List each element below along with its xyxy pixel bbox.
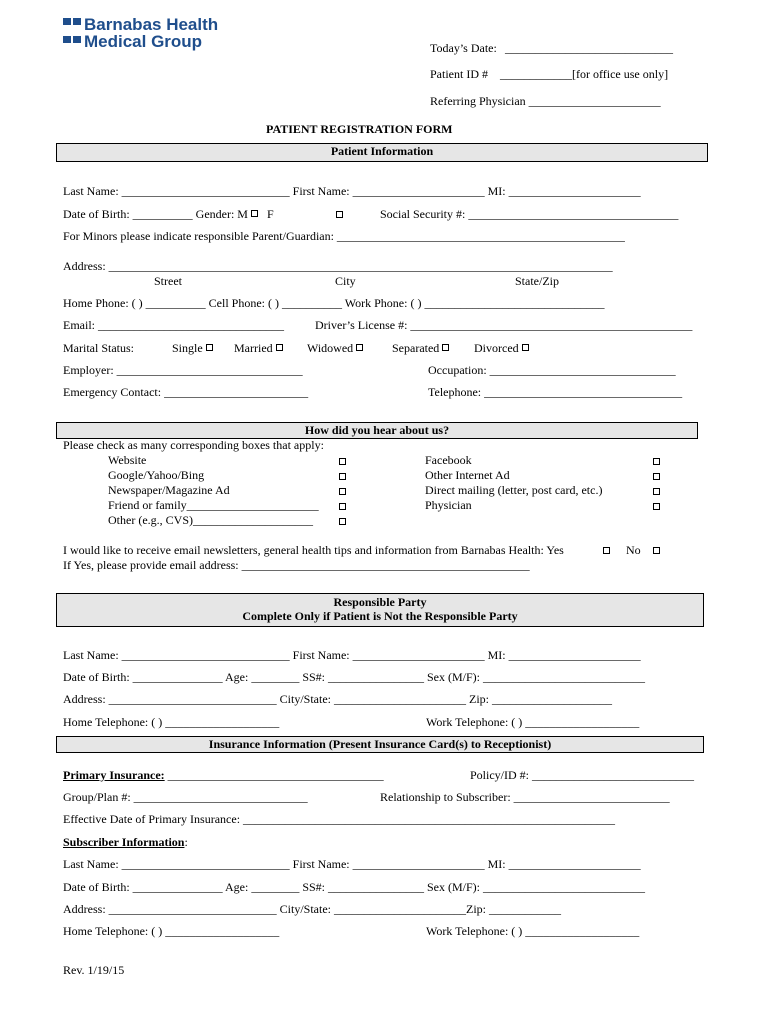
marital-married[interactable]: Married — [234, 341, 283, 355]
patient-id-label: Patient ID # — [430, 67, 488, 81]
city-caption: City — [335, 274, 356, 288]
newsletter-question: I would like to receive email newsletters, general health tips and information from Barnabas Health: Yes — [63, 543, 564, 557]
hear-option-website: Website — [108, 453, 147, 467]
drivers-license-field[interactable]: Driver’s License #: _______________________________________________ — [315, 318, 693, 332]
logo-line2: Medical Group — [84, 32, 203, 51]
todays-date-label: Today’s Date: — [430, 41, 497, 55]
patient-name-line[interactable]: Last Name: ____________________________ First Name: ______________________ MI: ______________________ — [63, 184, 641, 198]
hear-option-newspaper: Newspaper/Magazine Ad — [108, 483, 230, 497]
responsible-home-telephone[interactable]: Home Telephone: ( ) ___________________ — [63, 715, 280, 729]
facebook-checkbox[interactable] — [653, 458, 660, 465]
internet-ad-checkbox[interactable] — [653, 473, 660, 480]
subscriber-work-telephone[interactable]: Work Telephone: ( ) ___________________ — [426, 924, 640, 938]
relationship-field[interactable]: Relationship to Subscriber: __________________________ — [380, 790, 670, 804]
marital-separated[interactable]: Separated — [392, 341, 449, 355]
gender-f-checkbox[interactable] — [336, 211, 343, 218]
street-caption: Street — [154, 274, 182, 288]
emergency-contact-field[interactable]: Emergency Contact: ________________________ — [63, 385, 309, 399]
married-checkbox[interactable] — [276, 344, 283, 351]
hear-option-physician: Physician — [425, 498, 472, 512]
hear-option-mailing: Direct mailing (letter, post card, etc.) — [425, 483, 603, 497]
subscriber-info-heading: Subscriber Information: — [63, 835, 188, 849]
patient-id-field[interactable]: ____________[for office use only] — [500, 67, 669, 81]
website-checkbox[interactable] — [339, 458, 346, 465]
email-field[interactable]: Email: _______________________________ — [63, 318, 284, 332]
hear-option-search: Google/Yahoo/Bing — [108, 468, 205, 482]
subscriber-home-telephone[interactable]: Home Telephone: ( ) ___________________ — [63, 924, 280, 938]
gender-m-checkbox[interactable] — [251, 210, 258, 217]
patient-info-header: Patient Information — [56, 143, 708, 162]
logo-line1: Barnabas Health — [84, 15, 219, 34]
newspaper-checkbox[interactable] — [339, 488, 346, 495]
marital-single[interactable]: Single — [172, 341, 213, 355]
employer-field[interactable]: Employer: _______________________________ — [63, 363, 303, 377]
form-title: PATIENT REGISTRATION FORM — [266, 122, 453, 136]
marital-widowed[interactable]: Widowed — [307, 341, 363, 355]
divorced-checkbox[interactable] — [522, 344, 529, 351]
hear-header: How did you hear about us? — [56, 422, 698, 439]
mailing-checkbox[interactable] — [653, 488, 660, 495]
responsible-name-line[interactable]: Last Name: ____________________________ First Name: ______________________ MI: ______________________ — [63, 648, 641, 662]
ssn-field[interactable]: Social Security #: ___________________________________ — [380, 207, 679, 221]
hear-option-friend[interactable]: Friend or family______________________ — [108, 498, 319, 512]
physician-checkbox[interactable] — [653, 503, 660, 510]
hear-option-facebook: Facebook — [425, 453, 472, 467]
revision-date: Rev. 1/19/15 — [63, 963, 125, 977]
hear-option-internet-ad: Other Internet Ad — [425, 468, 510, 482]
responsible-dob-line[interactable]: Date of Birth: _______________ Age: ________ SS#: ________________ Sex (M/F): ___________________________ — [63, 670, 645, 684]
subscriber-name-line[interactable]: Last Name: ____________________________ First Name: ______________________ MI: ______________________ — [63, 857, 641, 871]
guardian-field[interactable]: For Minors please indicate responsible Parent/Guardian: ________________________________________________ — [63, 229, 625, 243]
todays-date-field[interactable]: ____________________________ — [505, 41, 673, 55]
single-checkbox[interactable] — [206, 344, 213, 351]
separated-checkbox[interactable] — [442, 344, 449, 351]
responsible-work-telephone[interactable]: Work Telephone: ( ) ___________________ — [426, 715, 640, 729]
subscriber-dob-line[interactable]: Date of Birth: _______________ Age: ________ SS#: ________________ Sex (M/F): ___________________________ — [63, 880, 645, 894]
newsletter-email-field[interactable]: If Yes, please provide email address: ________________________________________________ — [63, 558, 530, 572]
marital-divorced[interactable]: Divorced — [474, 341, 529, 355]
referring-physician-field[interactable]: Referring Physician ______________________ — [430, 94, 661, 108]
phones-line[interactable]: Home Phone: ( ) __________ Cell Phone: ( ) __________ Work Phone: ( ) ______________________________ — [63, 296, 605, 310]
newsletter-yes-checkbox[interactable] — [603, 547, 610, 554]
responsible-party-header: Responsible Party Complete Only if Patient is Not the Responsible Party — [56, 593, 704, 627]
marital-status-label: Marital Status: — [63, 341, 134, 355]
group-plan-field[interactable]: Group/Plan #: _____________________________ — [63, 790, 308, 804]
logo-mark-icon — [63, 18, 71, 25]
newsletter-no-checkbox[interactable] — [653, 547, 660, 554]
policy-id-field[interactable]: Policy/ID #: ___________________________ — [470, 768, 694, 782]
hear-instruction: Please check as many corresponding boxes that apply: — [63, 438, 324, 452]
dob-gender-line[interactable]: Date of Birth: __________ Gender: M F — [63, 207, 274, 221]
occupation-field[interactable]: Occupation: _______________________________ — [428, 363, 676, 377]
state-zip-caption: State/Zip — [515, 274, 559, 288]
hear-option-other[interactable]: Other (e.g., CVS)____________________ — [108, 513, 313, 527]
friend-checkbox[interactable] — [339, 503, 346, 510]
search-checkbox[interactable] — [339, 473, 346, 480]
effective-date-field[interactable]: Effective Date of Primary Insurance: ______________________________________________________________ — [63, 812, 616, 826]
newsletter-no-label: No — [626, 543, 641, 557]
emergency-telephone-field[interactable]: Telephone: _________________________________ — [428, 385, 683, 399]
other-checkbox[interactable] — [339, 518, 346, 525]
primary-insurance-line[interactable]: Primary Insurance: ____________________________________ — [63, 768, 384, 782]
widowed-checkbox[interactable] — [356, 344, 363, 351]
address-field[interactable]: Address: ____________________________________________________________________________________ — [63, 259, 613, 273]
subscriber-address-line[interactable]: Address: ____________________________ City/State: ______________________Zip: ____________ — [63, 902, 561, 916]
insurance-header: Insurance Information (Present Insurance Card(s) to Receptionist) — [56, 736, 704, 753]
primary-insurance-label: Primary Insurance: — [63, 768, 165, 782]
responsible-address-line[interactable]: Address: ____________________________ City/State: ______________________ Zip: ____________________ — [63, 692, 612, 706]
